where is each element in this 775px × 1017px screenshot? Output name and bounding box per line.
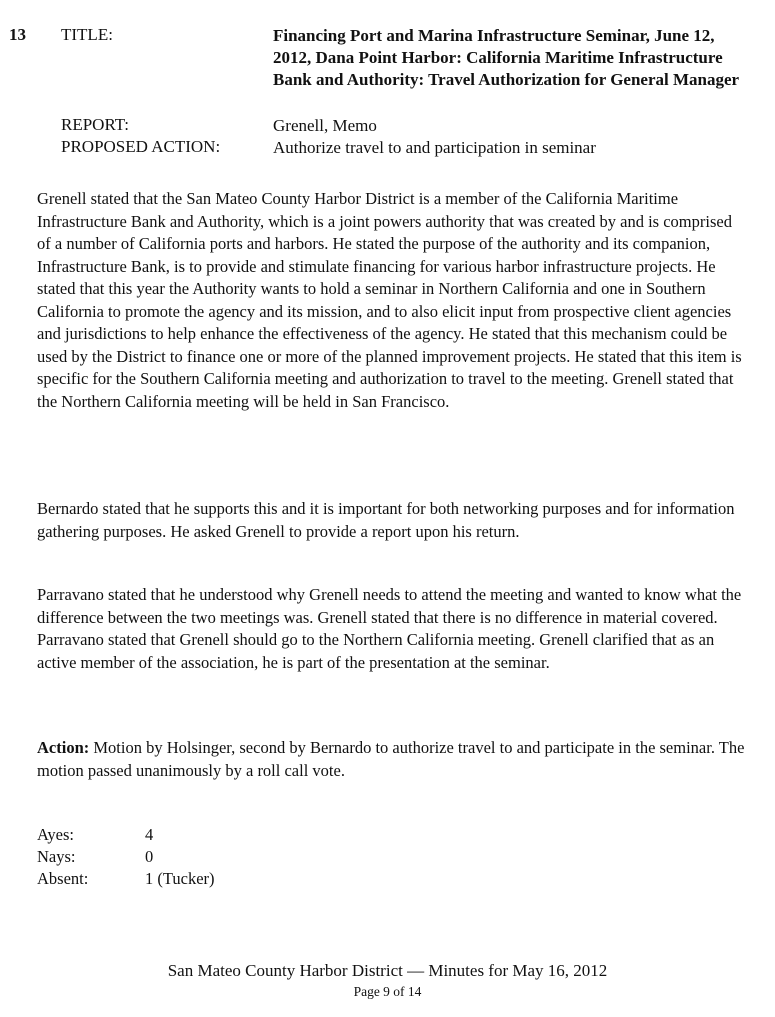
paragraph-parravano-statement: Parravano stated that he understood why Grenell needs to attend the meeting and wanted to know what the difference between the two meetings was. Grenell stated that there is no difference in material covered. Parravano stated that Grenell should go to the Northern California meeting. Grenell clarified that as an active member of the association, he is part of the presentation at the seminar. [37, 585, 742, 672]
title-label: TITLE: [61, 25, 113, 44]
paragraph-grenell-statement: Grenell stated that the San Mateo County Harbor District is a member of the California Maritime Infrastructure Bank and Authority, which is a joint powers authority that was created by and is comprised of a number of California ports and harbors. He stated the purpose of the authority and its companion, Infrastructure Bank, is to provide and stimulate financing for various harbor infrastructure projects. He stated that this year the Authority wants to hold a seminar in Northern California and one in Southern California to promote the agency and its mission, and to also elicit input from prospective client agencies and jurisdictions to help enhance the effectiveness of the agency. He stated that this mechanism could be used by the District to finance one or more of the planned improvement projects. He stated that this item is specific for the Southern California meeting and authorization to travel to the meeting. Grenell stated that the Northern California meeting will be held in San Francisco. [37, 189, 742, 411]
agenda-item-number: 13 [9, 25, 26, 44]
nays-value: 0 [145, 847, 154, 866]
action-paragraph [37, 737, 749, 782]
absent-value: 1 (Tucker) [145, 869, 215, 888]
nays-label: Nays: [37, 847, 76, 866]
ayes-value: 4 [145, 825, 154, 844]
paragraph-bernardo-statement: Bernardo stated that he supports this and it is important for both networking purposes and for information gathering purposes. He asked Grenell to provide a report upon his return. [37, 499, 735, 541]
footer-title: San Mateo County Harbor District — Minutes for May 16, 2012 [167, 961, 608, 980]
report-label: REPORT: [61, 115, 130, 134]
proposed-action-value: Authorize travel to and participation in seminar [273, 138, 596, 157]
proposed-action-label: PROPOSED ACTION: [61, 137, 221, 156]
report-value: Grenell, Memo [273, 116, 377, 135]
absent-label: Absent: [37, 869, 89, 888]
action-text: Motion by Holsinger, second by Bernardo to authorize travel to and participate in the seminar. The motion passed unanimously by a roll call vote. [37, 738, 745, 780]
footer-page-number: Page 9 of 14 [353, 984, 422, 999]
action-label: Action: [37, 738, 90, 757]
title-value: Financing Port and Marina Infrastructure Seminar, June 12, 2012, Dana Point Harbor: California Maritime Infrastructure Bank and Authority: Travel Authorization for General Manager [273, 26, 740, 89]
ayes-label: Ayes: [37, 825, 74, 844]
